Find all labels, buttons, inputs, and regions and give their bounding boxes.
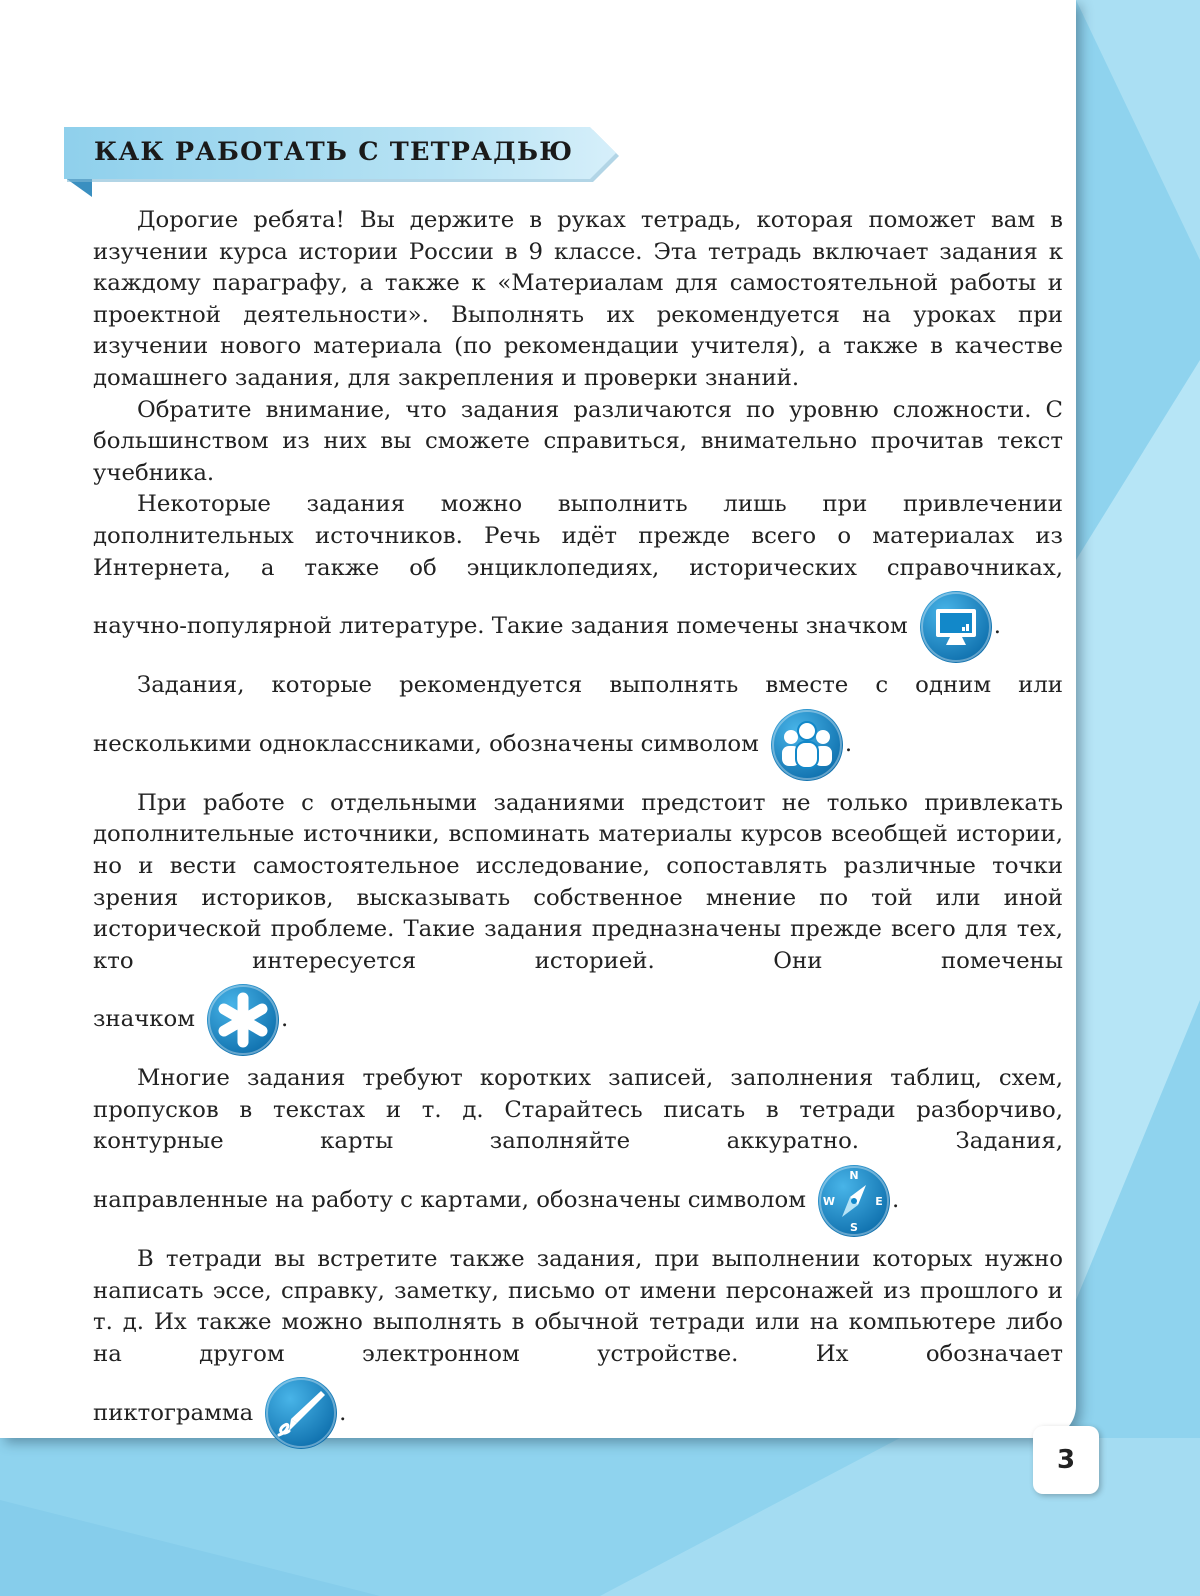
paragraph-6-line-with-icon (93, 1158, 1063, 1244)
body-text (93, 205, 1063, 1456)
pen-icon (263, 1375, 339, 1451)
period: . (993, 613, 1001, 640)
period: . (891, 1187, 900, 1214)
asterisk-icon (205, 982, 281, 1058)
paragraph-4-line-with-icon (93, 702, 1063, 788)
section-heading-banner (64, 127, 624, 199)
paragraph-5-end: значком (93, 1006, 195, 1033)
paragraph-4: Задания, которые рекомендуется выполнять вместе с одним или (137, 672, 1063, 699)
paragraph-5-line-with-icon (93, 977, 1063, 1063)
compass-north-label: N (849, 1169, 859, 1183)
section-heading: КАК РАБОТАТЬ С ТЕТРАДЬЮ (94, 137, 574, 167)
paragraph-7: В тетради вы встретите также задания, при выполнении которых нужно написать эссе, справку, заметку, письмо от имени персонажей из прошлого и т. д. Их также можно выполнять в обычной тетради или на компьютере либо на другом электронном устройстве. Их обозначает (93, 1246, 1063, 1367)
paragraph-1: Дорогие ребята! Вы держите в руках тетрадь, которая поможет вам в изучении курса истории России в 9 классе. Эта тетрадь включает задания к каждому параграфу, а также к «Материалам для самостоятельной работы и проектной деятельности». Выполнять их рекомендуется на уроках при изучении нового материала (по рекомендации учителя), а также в качестве домашнего задания, для закрепления и проверки знаний. (93, 207, 1063, 391)
paragraph-3-line-with-icon (93, 584, 1063, 670)
paragraph-5: При работе с отдельными заданиями предстоит не только привлекать дополнительные источники, вспоминать материалы курсов всеобщей истории, но и вести самостоятельное исследование, сопоставлять различные точки зрения историков, высказывать собственное мнение по той или иной исторической проблеме. Такие задания предназначены прежде всего для тех, кто интересуется историей. Они помечены (93, 789, 1063, 974)
paragraph-6-end: направленные на работу с картами, обозначены символом (93, 1187, 806, 1214)
period: . (281, 1006, 289, 1033)
compass-south-label: S (850, 1221, 858, 1235)
compass-icon (816, 1163, 892, 1239)
page-number: 3 (1033, 1426, 1099, 1494)
paragraph-4-end: несколькими одноклассниками, обозначены символом (93, 730, 759, 757)
group-icon (769, 707, 845, 783)
paragraph-3-end: научно-популярной литературе. Такие задания помечены значком (93, 613, 908, 640)
computer-icon (918, 589, 994, 665)
paragraph-3: Некоторые задания можно выполнить лишь при привлечении дополнительных источников. Речь идёт прежде всего о материалах из Интернета, а также об энциклопедиях, исторических справочниках, (93, 491, 1063, 581)
paragraph-7-line-with-icon (93, 1370, 1063, 1456)
paragraph-2: Обратите внимание, что задания различаются по уровню сложности. С большинством из них вы сможете справиться, внимательно прочитав текст учебника. (93, 396, 1063, 486)
compass-east-label: E (875, 1195, 883, 1209)
paragraph-7-end: пиктограмма (93, 1399, 254, 1426)
period: . (844, 730, 853, 757)
compass-west-label: W (822, 1195, 836, 1209)
period: . (339, 1399, 347, 1426)
paragraph-6: Многие задания требуют коротких записей, заполнения таблиц, схем, пропусков в текстах и т. д. Старайтесь писать в тетради разборчиво, контурные карты заполняйте аккуратно. Задания, (93, 1065, 1063, 1155)
